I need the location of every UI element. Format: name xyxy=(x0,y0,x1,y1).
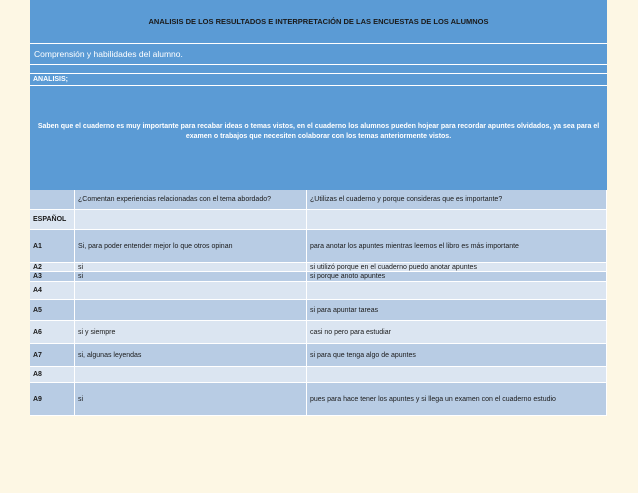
row-answer-q2: casi no pero para estudiar xyxy=(307,321,607,344)
row-answer-q1: si, algunas leyendas xyxy=(75,344,307,367)
row-answer-q1 xyxy=(75,367,307,383)
row-answer-q1 xyxy=(75,210,307,230)
table-row xyxy=(30,210,607,230)
row-answer-q2 xyxy=(307,367,607,383)
table-row xyxy=(30,282,607,300)
row-answer-q1: si xyxy=(75,383,307,416)
row-id: A2 xyxy=(30,263,75,272)
page-title: ANALISIS DE LOS RESULTADOS E INTERPRETACIÓN DE LAS ENCUESTAS DE LOS ALUMNOS xyxy=(148,17,489,26)
table-row xyxy=(30,230,607,263)
table-row xyxy=(30,367,607,383)
section-subtitle: Comprensión y habilidades del alumno. xyxy=(34,49,183,59)
row-id: A7 xyxy=(30,344,75,367)
title-bar xyxy=(30,0,607,44)
table-row xyxy=(30,344,607,367)
row-answer-q1: si xyxy=(75,263,307,272)
survey-sheet xyxy=(30,0,607,416)
row-answer-q2: para anotar los apuntes mientras leemos el libro es más importante xyxy=(307,230,607,263)
subtitle-bar xyxy=(30,44,607,65)
row-id: A6 xyxy=(30,321,75,344)
survey-table xyxy=(30,190,607,416)
row-id: ESPAÑOL xyxy=(30,210,75,230)
table-row xyxy=(30,300,607,321)
row-id: A8 xyxy=(30,367,75,383)
analisis-bar xyxy=(30,74,607,86)
row-id: A4 xyxy=(30,282,75,300)
table-header-row xyxy=(30,190,607,210)
row-answer-q2: si para apuntar tareas xyxy=(307,300,607,321)
row-answer-q2: si para que tenga algo de apuntes xyxy=(307,344,607,367)
analisis-label: ANALISIS; xyxy=(33,76,68,83)
row-id: A9 xyxy=(30,383,75,416)
table-row xyxy=(30,383,607,416)
table-row xyxy=(30,321,607,344)
header-cell-q2: ¿Utilizas el cuaderno y porque consideras que es importante? xyxy=(307,190,607,210)
header-cell-q1: ¿Comentan experiencias relacionadas con el tema abordado? xyxy=(75,190,307,210)
row-id: A5 xyxy=(30,300,75,321)
row-answer-q2 xyxy=(307,210,607,230)
row-answer-q1: si xyxy=(75,272,307,282)
row-id: A1 xyxy=(30,230,75,263)
table-row xyxy=(30,272,607,282)
row-answer-q2: pues para hace tener los apuntes y si llega un examen con el cuaderno estudio xyxy=(307,383,607,416)
header-cell-id xyxy=(30,190,75,210)
row-answer-q2: si porque anoto apuntes xyxy=(307,272,607,282)
summary-block xyxy=(30,86,607,190)
summary-text: Saben que el cuaderno es muy importante para recabar ideas o temas vistos, en el cuaderno los alumnos pueden hojear para recordar apuntes olvidados, ya sea para el examen o trabajos que necesiten colaborar con los temas anteriormente vistos. xyxy=(37,123,600,140)
row-answer-q1: Si, para poder entender mejor lo que otros opinan xyxy=(75,230,307,263)
row-answer-q1 xyxy=(75,300,307,321)
row-answer-q1 xyxy=(75,282,307,300)
row-answer-q2: si utilizó porque en el cuaderno puedo anotar apuntes xyxy=(307,263,607,272)
row-answer-q2 xyxy=(307,282,607,300)
table-row xyxy=(30,263,607,272)
spacer-band xyxy=(30,65,607,74)
row-answer-q1: si y siempre xyxy=(75,321,307,344)
row-id: A3 xyxy=(30,272,75,282)
